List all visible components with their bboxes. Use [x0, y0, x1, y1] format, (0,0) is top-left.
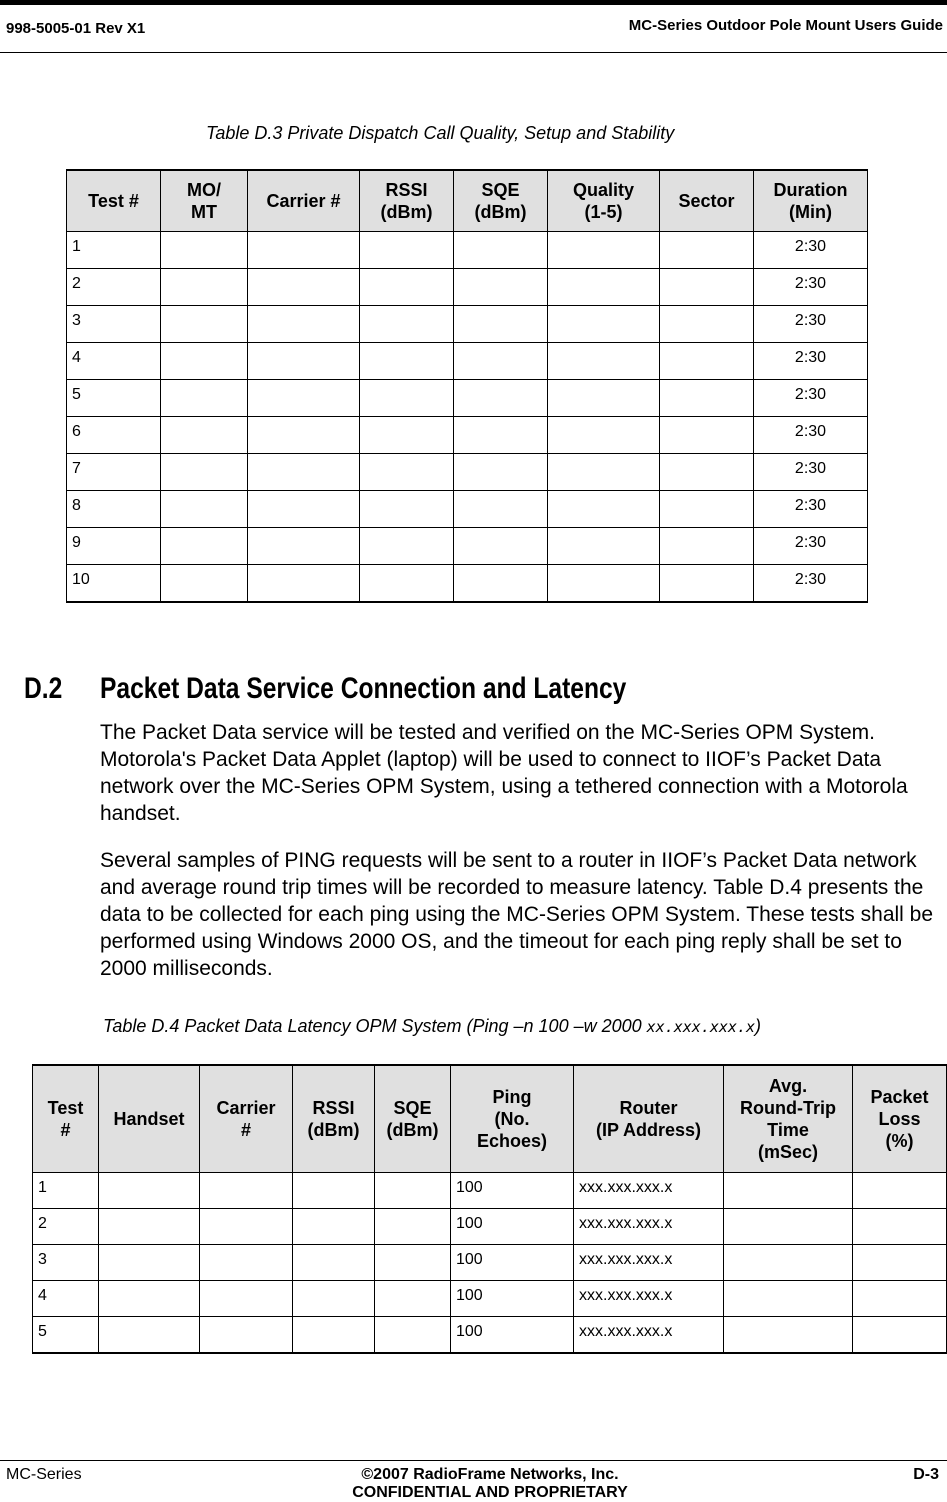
table-cell	[660, 232, 754, 269]
column-header: Test #	[67, 170, 161, 232]
table-cell: 1	[33, 1173, 99, 1209]
table-d3-body	[67, 232, 868, 603]
column-header: SQE (dBm)	[375, 1065, 451, 1173]
table-row	[67, 491, 868, 528]
table-cell	[161, 454, 248, 491]
table-cell	[360, 528, 454, 565]
table-row	[67, 269, 868, 306]
footer-confidential: CONFIDENTIAL AND PROPRIETARY	[352, 1484, 628, 1501]
table-cell	[360, 491, 454, 528]
table-cell: 2	[33, 1209, 99, 1245]
table-d4-caption-suffix: )	[755, 1016, 762, 1036]
footer-center	[300, 1466, 680, 1502]
table-cell	[548, 454, 660, 491]
table-cell	[454, 417, 548, 454]
table-cell	[360, 380, 454, 417]
table-cell	[360, 232, 454, 269]
table-row	[33, 1317, 947, 1354]
table-cell	[454, 528, 548, 565]
table-cell	[99, 1281, 200, 1317]
table-cell	[548, 528, 660, 565]
table-cell: 2:30	[754, 528, 868, 565]
table-cell: 100	[451, 1245, 574, 1281]
table-cell: xxx.xxx.xxx.x	[574, 1173, 724, 1209]
document-title: MC-Series Outdoor Pole Mount Users Guide	[628, 17, 943, 34]
column-header: Duration (Min)	[754, 170, 868, 232]
table-cell: 7	[67, 454, 161, 491]
table-cell	[454, 232, 548, 269]
table-cell	[660, 417, 754, 454]
table-cell	[248, 417, 360, 454]
table-cell	[548, 343, 660, 380]
table-row	[33, 1245, 947, 1281]
table-cell	[548, 232, 660, 269]
page-number: D-3	[913, 1466, 939, 1483]
table-cell: 4	[67, 343, 161, 380]
table-cell	[293, 1281, 375, 1317]
table-cell	[293, 1317, 375, 1354]
table-cell	[200, 1209, 293, 1245]
table-cell	[161, 417, 248, 454]
table-cell	[360, 343, 454, 380]
column-header: Avg. Round-Trip Time (mSec)	[724, 1065, 853, 1173]
table-cell: 5	[67, 380, 161, 417]
table-cell	[161, 343, 248, 380]
table-cell: 100	[451, 1173, 574, 1209]
table-cell: xxx.xxx.xxx.x	[574, 1209, 724, 1245]
table-cell: 2	[67, 269, 161, 306]
table-cell: 100	[451, 1209, 574, 1245]
table-cell: 2:30	[754, 454, 868, 491]
table-cell	[660, 306, 754, 343]
table-cell	[99, 1209, 200, 1245]
table-d3-caption: Table D.3 Private Dispatch Call Quality, Setup and Stability	[206, 123, 675, 143]
column-header: Router (IP Address)	[574, 1065, 724, 1173]
table-cell: 2:30	[754, 380, 868, 417]
table-cell	[548, 565, 660, 603]
table-cell	[454, 343, 548, 380]
table-cell	[724, 1173, 853, 1209]
table-cell	[853, 1245, 947, 1281]
table-cell	[248, 232, 360, 269]
footer-copyright: ©2007 RadioFrame Networks, Inc.	[361, 1466, 619, 1483]
table-cell: 1	[67, 232, 161, 269]
table-cell	[724, 1281, 853, 1317]
table-d3-header	[67, 170, 868, 232]
table-cell	[548, 269, 660, 306]
table-cell: 2:30	[754, 306, 868, 343]
table-cell	[200, 1173, 293, 1209]
column-header: Ping (No. Echoes)	[451, 1065, 574, 1173]
column-header: MO/ MT	[161, 170, 248, 232]
table-cell: 3	[33, 1245, 99, 1281]
table-row	[67, 343, 868, 380]
table-cell: 100	[451, 1281, 574, 1317]
table-row	[67, 232, 868, 269]
table-cell	[548, 417, 660, 454]
table-cell	[660, 269, 754, 306]
table-cell	[454, 454, 548, 491]
table-cell: 9	[67, 528, 161, 565]
table-cell: 4	[33, 1281, 99, 1317]
table-cell	[161, 269, 248, 306]
table-row	[67, 565, 868, 603]
table-cell: 2:30	[754, 491, 868, 528]
table-cell	[99, 1173, 200, 1209]
table-cell	[548, 306, 660, 343]
table-cell	[724, 1209, 853, 1245]
footer-series: MC-Series	[6, 1466, 82, 1483]
table-cell	[293, 1245, 375, 1281]
table-cell	[660, 528, 754, 565]
table-cell: 2:30	[754, 417, 868, 454]
table-cell	[375, 1173, 451, 1209]
table-cell	[99, 1245, 200, 1281]
table-cell	[200, 1281, 293, 1317]
table-cell	[360, 417, 454, 454]
header-row	[33, 1065, 947, 1173]
table-cell	[248, 306, 360, 343]
table-d4-header	[33, 1065, 947, 1173]
table-cell	[360, 454, 454, 491]
footer-rule	[0, 1460, 947, 1461]
table-cell	[853, 1173, 947, 1209]
table-cell	[853, 1317, 947, 1354]
table-cell	[454, 565, 548, 603]
document-number: 998-5005-01 Rev X1	[6, 20, 146, 37]
table-cell	[724, 1317, 853, 1354]
table-row	[33, 1281, 947, 1317]
table-cell	[660, 491, 754, 528]
table-row	[33, 1209, 947, 1245]
section-number: D.2	[24, 672, 63, 705]
table-row	[67, 454, 868, 491]
table-cell	[375, 1209, 451, 1245]
header-rule	[0, 52, 947, 53]
table-d4-caption	[103, 1016, 761, 1037]
table-cell: 2:30	[754, 269, 868, 306]
table-cell: 5	[33, 1317, 99, 1354]
paragraph-ping: Several samples of PING requests will be sent to a router in IIOF’s Packet Data network and average round trip times will be recorded to measure latency. Table D.4 presents the data to be collected for each ping using the MC-Series OPM System. These tests shall be performed using Windows 2000 OS, and the timeout for each ping reply shall be set to 2000 milliseconds.	[100, 849, 934, 980]
table-cell	[161, 565, 248, 603]
table-cell	[375, 1317, 451, 1354]
column-header: Sector	[660, 170, 754, 232]
table-cell	[293, 1173, 375, 1209]
table-d3	[66, 169, 868, 603]
table-row	[67, 417, 868, 454]
table-cell: 3	[67, 306, 161, 343]
table-cell: 2:30	[754, 343, 868, 380]
section-title: Packet Data Service Connection and Latency	[100, 672, 627, 705]
table-cell	[99, 1317, 200, 1354]
header-row	[67, 170, 868, 232]
table-row	[33, 1173, 947, 1209]
table-cell: xxx.xxx.xxx.x	[574, 1281, 724, 1317]
table-cell	[161, 232, 248, 269]
header-top-bar	[0, 0, 947, 5]
table-cell	[360, 565, 454, 603]
column-header: Packet Loss (%)	[853, 1065, 947, 1173]
column-header: RSSI (dBm)	[360, 170, 454, 232]
table-cell	[360, 306, 454, 343]
table-cell	[724, 1245, 853, 1281]
table-cell	[660, 454, 754, 491]
table-cell	[200, 1245, 293, 1281]
column-header: Handset	[99, 1065, 200, 1173]
table-cell	[248, 269, 360, 306]
table-cell	[360, 269, 454, 306]
table-cell	[248, 491, 360, 528]
table-cell	[660, 565, 754, 603]
column-header: SQE (dBm)	[454, 170, 548, 232]
table-cell	[375, 1281, 451, 1317]
table-d4-caption-prefix: Table D.4 Packet Data Latency OPM System (Ping –n 100 –w 2000	[103, 1016, 647, 1036]
table-d4-body	[33, 1173, 947, 1354]
column-header: RSSI (dBm)	[293, 1065, 375, 1173]
table-cell	[200, 1317, 293, 1354]
table-cell: 100	[451, 1317, 574, 1354]
table-cell	[454, 306, 548, 343]
table-cell	[548, 380, 660, 417]
table-cell	[248, 565, 360, 603]
table-cell	[454, 269, 548, 306]
column-header: Test #	[33, 1065, 99, 1173]
table-cell	[248, 380, 360, 417]
table-cell	[660, 343, 754, 380]
table-cell: xxx.xxx.xxx.x	[574, 1245, 724, 1281]
column-header: Quality (1-5)	[548, 170, 660, 232]
table-d4	[32, 1064, 947, 1354]
table-row	[67, 528, 868, 565]
table-row	[67, 306, 868, 343]
table-row	[67, 380, 868, 417]
table-cell	[853, 1281, 947, 1317]
table-d4-caption-code: xx.xxx.xxx.x	[646, 1018, 756, 1036]
table-cell	[248, 454, 360, 491]
table-cell: xxx.xxx.xxx.x	[574, 1317, 724, 1354]
table-cell	[293, 1209, 375, 1245]
table-cell: 2:30	[754, 232, 868, 269]
table-cell	[853, 1209, 947, 1245]
table-cell: 2:30	[754, 565, 868, 603]
table-cell: 10	[67, 565, 161, 603]
table-cell: 6	[67, 417, 161, 454]
table-cell	[161, 306, 248, 343]
table-cell	[161, 380, 248, 417]
table-cell	[248, 528, 360, 565]
table-cell	[161, 491, 248, 528]
table-cell	[548, 491, 660, 528]
table-cell	[454, 491, 548, 528]
table-cell	[660, 380, 754, 417]
column-header: Carrier #	[248, 170, 360, 232]
table-cell: 8	[67, 491, 161, 528]
table-cell	[161, 528, 248, 565]
table-cell	[454, 380, 548, 417]
table-cell	[248, 343, 360, 380]
column-header: Carrier #	[200, 1065, 293, 1173]
paragraph-intro: The Packet Data service will be tested and verified on the MC-Series OPM System. Motorola's Packet Data Applet (laptop) will be used to connect to IIOF’s Packet Data network over the MC-Series OPM System, using a tethered connection with a Motorola handset.	[100, 721, 908, 825]
table-cell	[375, 1245, 451, 1281]
